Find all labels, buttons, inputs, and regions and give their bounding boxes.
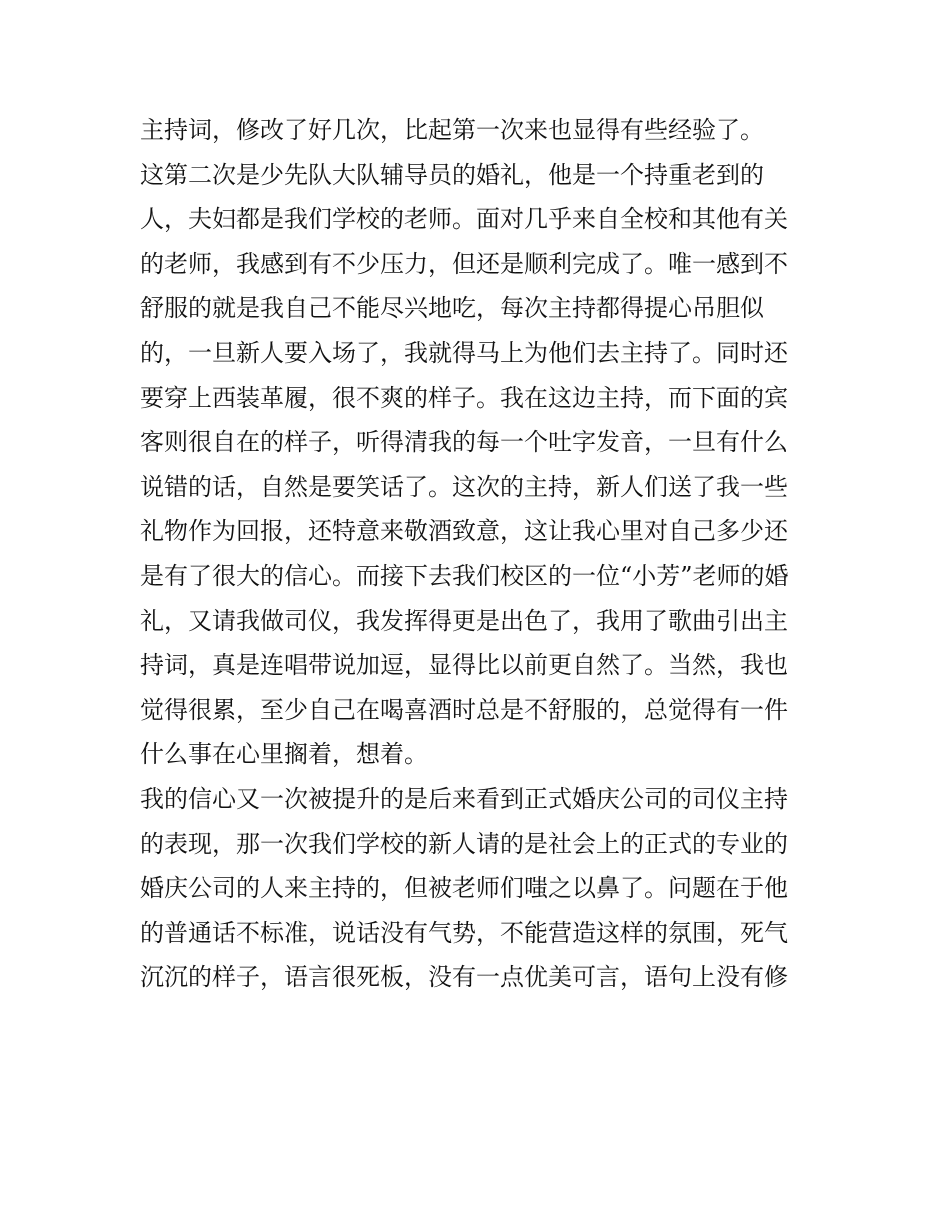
text-line: 主持词，修改了好几次，比起第一次来也显得有些经验了。 [140,116,764,144]
text-line: 的老师，我感到有不少压力，但还是顺利完成了。唯一感到不 [140,249,788,278]
text-line: 客则很自在的样子，听得清我的每一个吐字发音，一旦有什么 [140,428,788,457]
text-line: 礼物作为回报，还特意来敬酒致意，这让我心里对自己多少还 [140,517,788,546]
text-line: 的普通话不标准，说话没有气势，不能营造这样的氛围，死气 [140,918,788,947]
text-line: 这第二次是少先队大队辅导员的婚礼，他是一个持重老到的 [140,160,764,189]
text-line: 持词，真是连唱带说加逗，显得比以前更自然了。当然，我也 [140,651,788,680]
text-line: 人，夫妇都是我们学校的老师。面对几乎来自全校和其他有关 [140,205,788,234]
text-line: 我的信心又一次被提升的是后来看到正式婚庆公司的司仪主持 [140,784,788,813]
text-line: 婚庆公司的人来主持的，但被老师们嗤之以鼻了。问题在于他 [140,874,788,903]
text-line: 觉得很累，至少自己在喝喜酒时总是不舒服的，总觉得有一件 [140,695,788,724]
text-line: 的表现，那一次我们学校的新人请的是社会上的正式的专业的 [140,829,788,858]
text-line: 舒服的就是我自己不能尽兴地吃，每次主持都得提心吊胆似 [140,294,764,323]
text-line: 什么事在心里搁着，想着。 [140,740,428,769]
text-line: 的，一旦新人要入场了，我就得马上为他们去主持了。同时还 [140,338,788,367]
text-line: 沉沉的样子，语言很死板，没有一点优美可言，语句上没有修 [140,963,788,992]
text-line: 说错的话，自然是要笑话了。这次的主持，新人们送了我一些 [140,472,788,501]
text-line: 要穿上西装革履，很不爽的样子。我在这边主持，而下面的宾 [140,383,788,412]
text-line: 是有了很大的信心。而接下去我们校区的一位“小芳”老师的婚 [140,561,789,590]
body-text [140,108,820,1000]
text-line: 礼，又请我做司仪，我发挥得更是出色了，我用了歌曲引出主 [140,606,788,635]
